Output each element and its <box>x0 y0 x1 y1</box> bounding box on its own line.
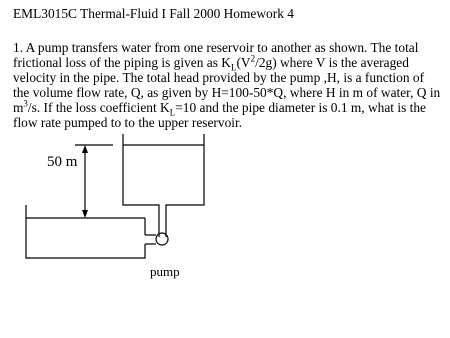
arrow-down-icon <box>82 210 88 218</box>
superscript-3: 3 <box>23 98 28 109</box>
problem-text-4: /s. If the loss coefficient K <box>27 100 170 115</box>
homework-title: EML3015C Thermal-Fluid I Fall 2000 Homework 4 <box>13 6 294 21</box>
subscript-l-1: L <box>230 62 237 73</box>
superscript-2: 2 <box>250 53 256 64</box>
height-label: 50 m <box>47 154 78 170</box>
arrow-up-icon <box>82 145 88 153</box>
problem-text-3: /2g) where V is the averaged velocity in the pipe. The total head provided by the pump ,H, is a function of the volume flow rate, Q, as given by H=100-50*Q, where H in m of water, Q in m <box>13 55 441 115</box>
pump-label: pump <box>150 264 180 279</box>
subscript-l-2: L <box>169 107 176 118</box>
pump-icon <box>156 233 168 245</box>
upper-reservoir-right <box>166 134 204 237</box>
upper-reservoir <box>123 134 159 237</box>
problem-text-2: (V <box>236 55 251 70</box>
problem-text-5: =10 and the pipe diameter is 0.1 m, what is the flow rate pumped to to the upper reservoir. <box>13 100 426 130</box>
problem-text-1: 1. A pump transfers water from one reservoir to another as shown. The total frictional loss of the piping is given as K <box>13 40 419 70</box>
